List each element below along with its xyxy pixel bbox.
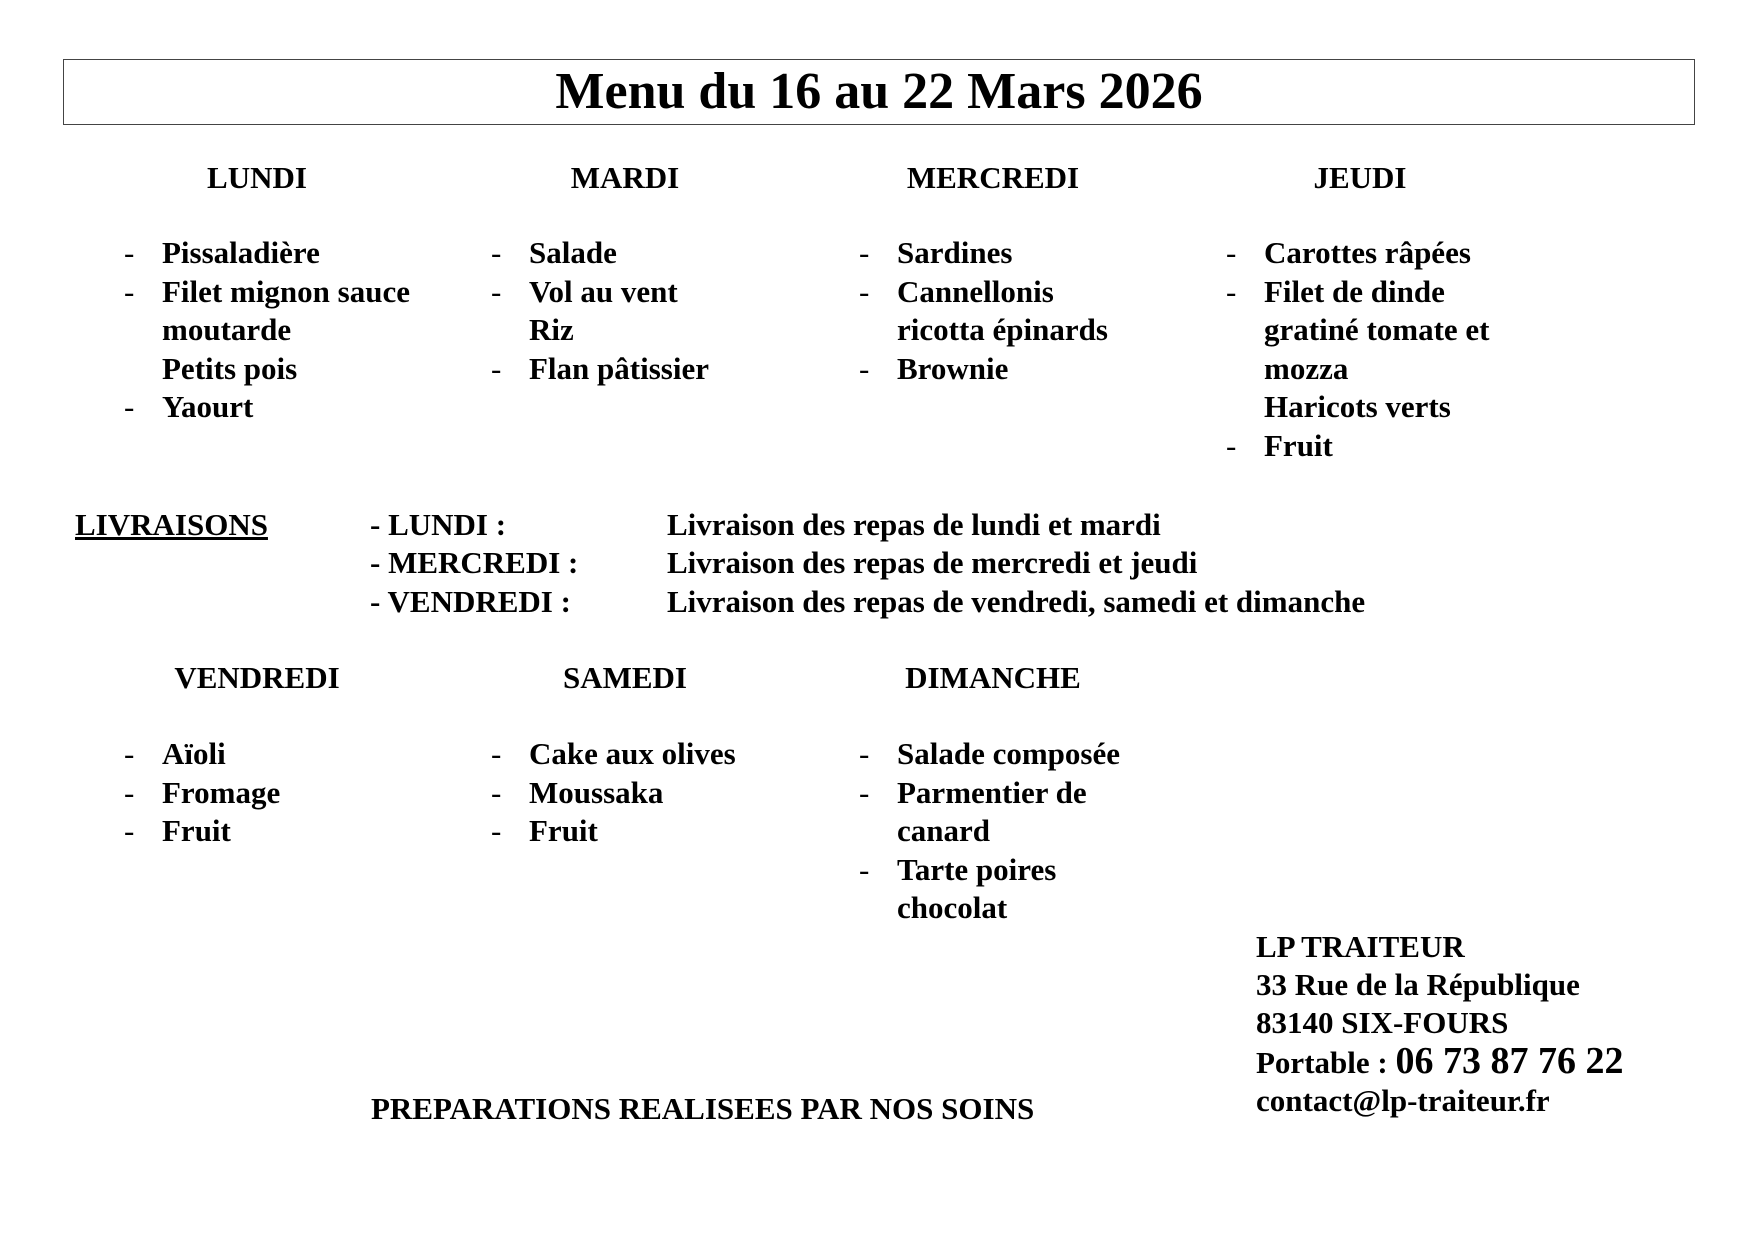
dash-bullet: -	[1226, 427, 1237, 463]
dash-bullet: -	[859, 350, 870, 386]
title-box	[63, 59, 1695, 125]
phone-label: Portable :	[1256, 1045, 1396, 1080]
dish-item: - Fromage	[124, 774, 464, 813]
dash-bullet: -	[124, 273, 135, 309]
dish-item: - Parmentier de canard	[859, 774, 1087, 848]
dish-list-samedi	[491, 735, 831, 851]
dish-list-mardi	[491, 234, 831, 388]
day-title-dimanche: DIMANCHE	[905, 660, 1081, 695]
phone-number: 06 73 87 76 22	[1395, 1040, 1624, 1082]
livraison-day: - LUNDI :	[370, 507, 507, 542]
livraison-day: - VENDREDI :	[370, 584, 571, 619]
contact-block	[1256, 928, 1623, 1120]
livraison-day: - MERCREDI :	[370, 545, 579, 580]
livraison-text: Livraison des repas de lundi et mardi	[667, 507, 1161, 542]
dish-item: - Cake aux olives	[491, 735, 831, 774]
dish-item: - Salade composée	[859, 735, 1199, 774]
day-title-vendredi: VENDREDI	[174, 660, 340, 695]
dash-bullet: -	[124, 774, 135, 810]
dish-item: - Cannellonis ricotta épinards	[859, 273, 1108, 347]
dish-item: - Carottes râpées	[1226, 234, 1586, 273]
dish-item: - Aïoli	[124, 735, 464, 774]
dash-bullet: -	[491, 350, 502, 386]
dish-item: - Filet mignon sauce moutarde Petits pois	[124, 273, 410, 386]
company-name: LP TRAITEUR	[1256, 929, 1465, 964]
dash-bullet: -	[491, 813, 502, 848]
dish-item: - Fruit	[124, 812, 464, 851]
dish-list-jeudi	[1226, 234, 1586, 465]
dish-list-vendredi	[124, 735, 464, 851]
dash-bullet: -	[124, 736, 135, 771]
dish-item: - Yaourt	[124, 388, 464, 427]
dash-bullet: -	[491, 736, 502, 771]
dish-item: - Pissaladière	[124, 234, 464, 273]
day-title-mardi: MARDI	[570, 160, 680, 195]
dash-bullet: -	[859, 774, 870, 810]
dish-item: - Moussaka	[491, 774, 831, 813]
dash-bullet: -	[124, 389, 135, 424]
page-title: Menu du 16 au 22 Mars 2026	[555, 63, 1203, 120]
dish-item: - Vol au vent Riz	[491, 273, 678, 347]
day-title-samedi: SAMEDI	[562, 660, 687, 695]
day-title-jeudi: JEUDI	[1313, 160, 1407, 195]
phone-line	[1256, 1042, 1623, 1082]
dish-item: - Filet de dinde gratiné tomate et mozza Haricots verts	[1226, 273, 1490, 424]
dish-list-lundi	[124, 234, 464, 427]
dash-bullet: -	[491, 273, 502, 309]
dash-bullet: -	[859, 235, 870, 270]
livraison-text: Livraison des repas de mercredi et jeudi	[667, 545, 1198, 580]
dish-item: - Salade	[491, 234, 831, 273]
dash-bullet: -	[491, 235, 502, 270]
dash-bullet: -	[859, 736, 870, 771]
street-address: 33 Rue de la République	[1256, 967, 1580, 1002]
dish-item: - Fruit	[1226, 427, 1586, 466]
dash-bullet: -	[859, 851, 870, 887]
day-title-lundi: LUNDI	[207, 160, 307, 195]
dish-item: - Fruit	[491, 812, 831, 851]
dash-bullet: -	[1226, 273, 1237, 309]
preparations-note: PREPARATIONS REALISEES PAR NOS SOINS	[371, 1091, 1035, 1126]
dish-list-dimanche	[859, 735, 1199, 928]
dish-item: - Tarte poires chocolat	[859, 851, 1057, 925]
dash-bullet: -	[491, 774, 502, 810]
dash-bullet: -	[124, 813, 135, 848]
email-address: contact@lp-traiteur.fr	[1256, 1083, 1550, 1118]
day-title-mercredi: MERCREDI	[906, 160, 1080, 195]
livraison-text: Livraison des repas de vendredi, samedi et dimanche	[667, 584, 1366, 619]
dash-bullet: -	[1226, 235, 1237, 270]
city-address: 83140 SIX-FOURS	[1256, 1005, 1509, 1040]
dash-bullet: -	[124, 235, 135, 270]
dish-item: - Sardines	[859, 234, 1199, 273]
dish-item: - Brownie	[859, 350, 1199, 389]
dish-item: - Flan pâtissier	[491, 350, 831, 389]
dash-bullet: -	[859, 273, 870, 309]
dish-list-mercredi	[859, 234, 1199, 388]
livraisons-label: LIVRAISONS	[75, 507, 268, 542]
